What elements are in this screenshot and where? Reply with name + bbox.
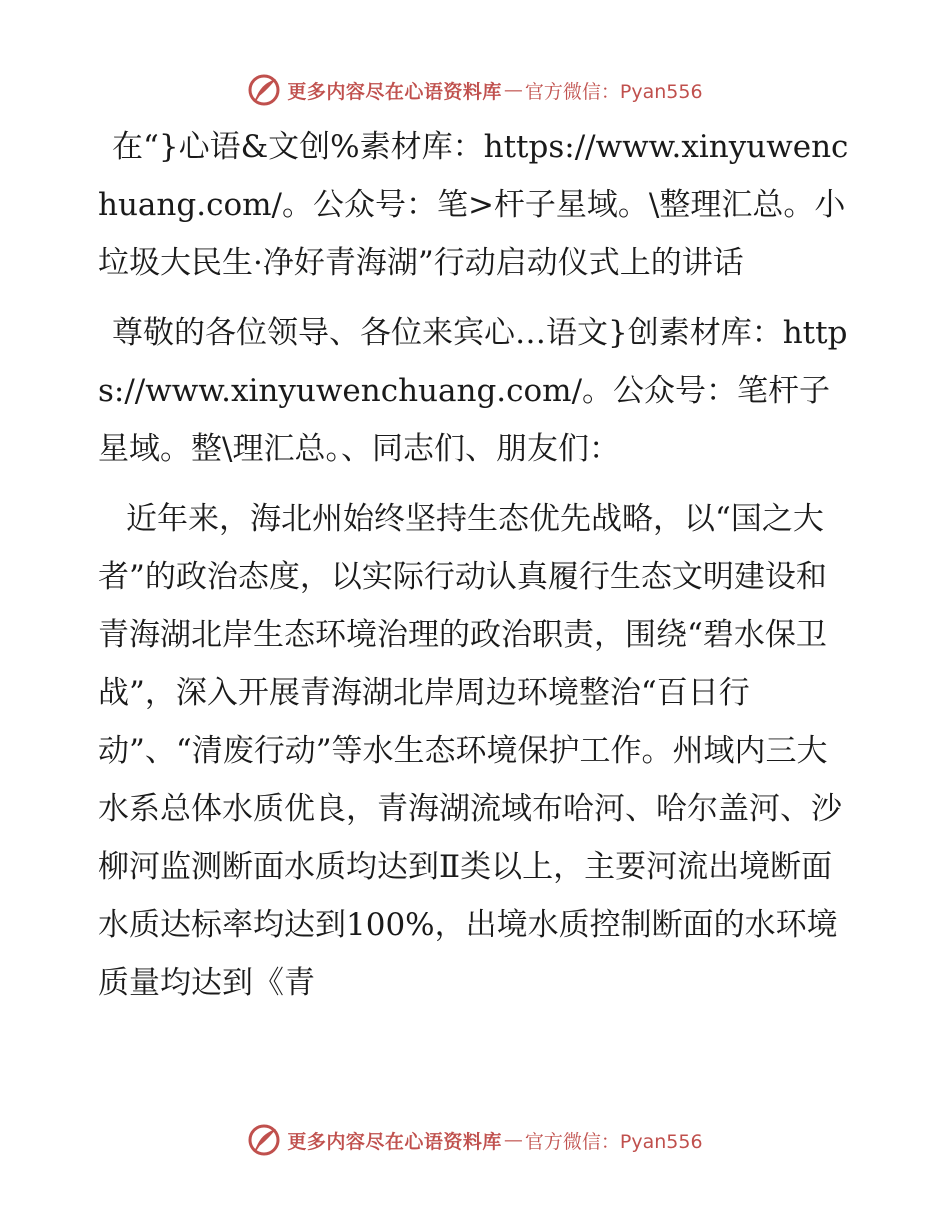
feather-logo-icon: [247, 1123, 281, 1157]
watermark-footer: [0, 1120, 950, 1160]
paragraph-title: 在“}心语&文创%素材库：https://www.xinyuwenchuang.com/。公众号：笔>杆子星域。\整理汇总。小垃圾大民生·净好青海湖”行动启动仪式上的讲话: [98, 129, 849, 281]
watermark-main-text: 更多内容尽在心语资料库: [287, 1130, 502, 1153]
watermark-header: [0, 70, 950, 110]
paragraph-body: 近年来，海北州始终坚持生态优先战略，以“国之大者”的政治态度，以实际行动认真履行生态文明建设和青海湖北岸生态环境治理的政治职责，围绕“碧水保卫战”，深入开展青海湖北岸周边环境整治“百日行动”、“清废行动”等水生态环境保护工作。州域内三大水系总体水质优良，青海湖流域布哈河、哈尔盖河、沙柳河监测断面水质均达到Ⅱ类以上，主要河流出境断面水质达标率均达到100%，出境水质控制断面的水环境质量均达到《青: [98, 501, 842, 1001]
watermark-account-text: 官方微信：Pyan556: [524, 1130, 703, 1153]
watermark-account-text: 官方微信：Pyan556: [524, 80, 703, 103]
watermark-dash: —: [503, 1129, 523, 1151]
watermark-dash: —: [503, 79, 523, 101]
feather-logo-icon: [247, 73, 281, 107]
watermark-main-text: 更多内容尽在心语资料库: [287, 80, 502, 103]
document-body: [98, 118, 850, 1024]
paragraph-salutation: 尊敬的各位领导、各位来宾心…语文}创素材库：https://www.xinyuwenchuang.com/。公众号：笔杆子星域。整\理汇总。、同志们、朋友们：: [98, 315, 848, 467]
